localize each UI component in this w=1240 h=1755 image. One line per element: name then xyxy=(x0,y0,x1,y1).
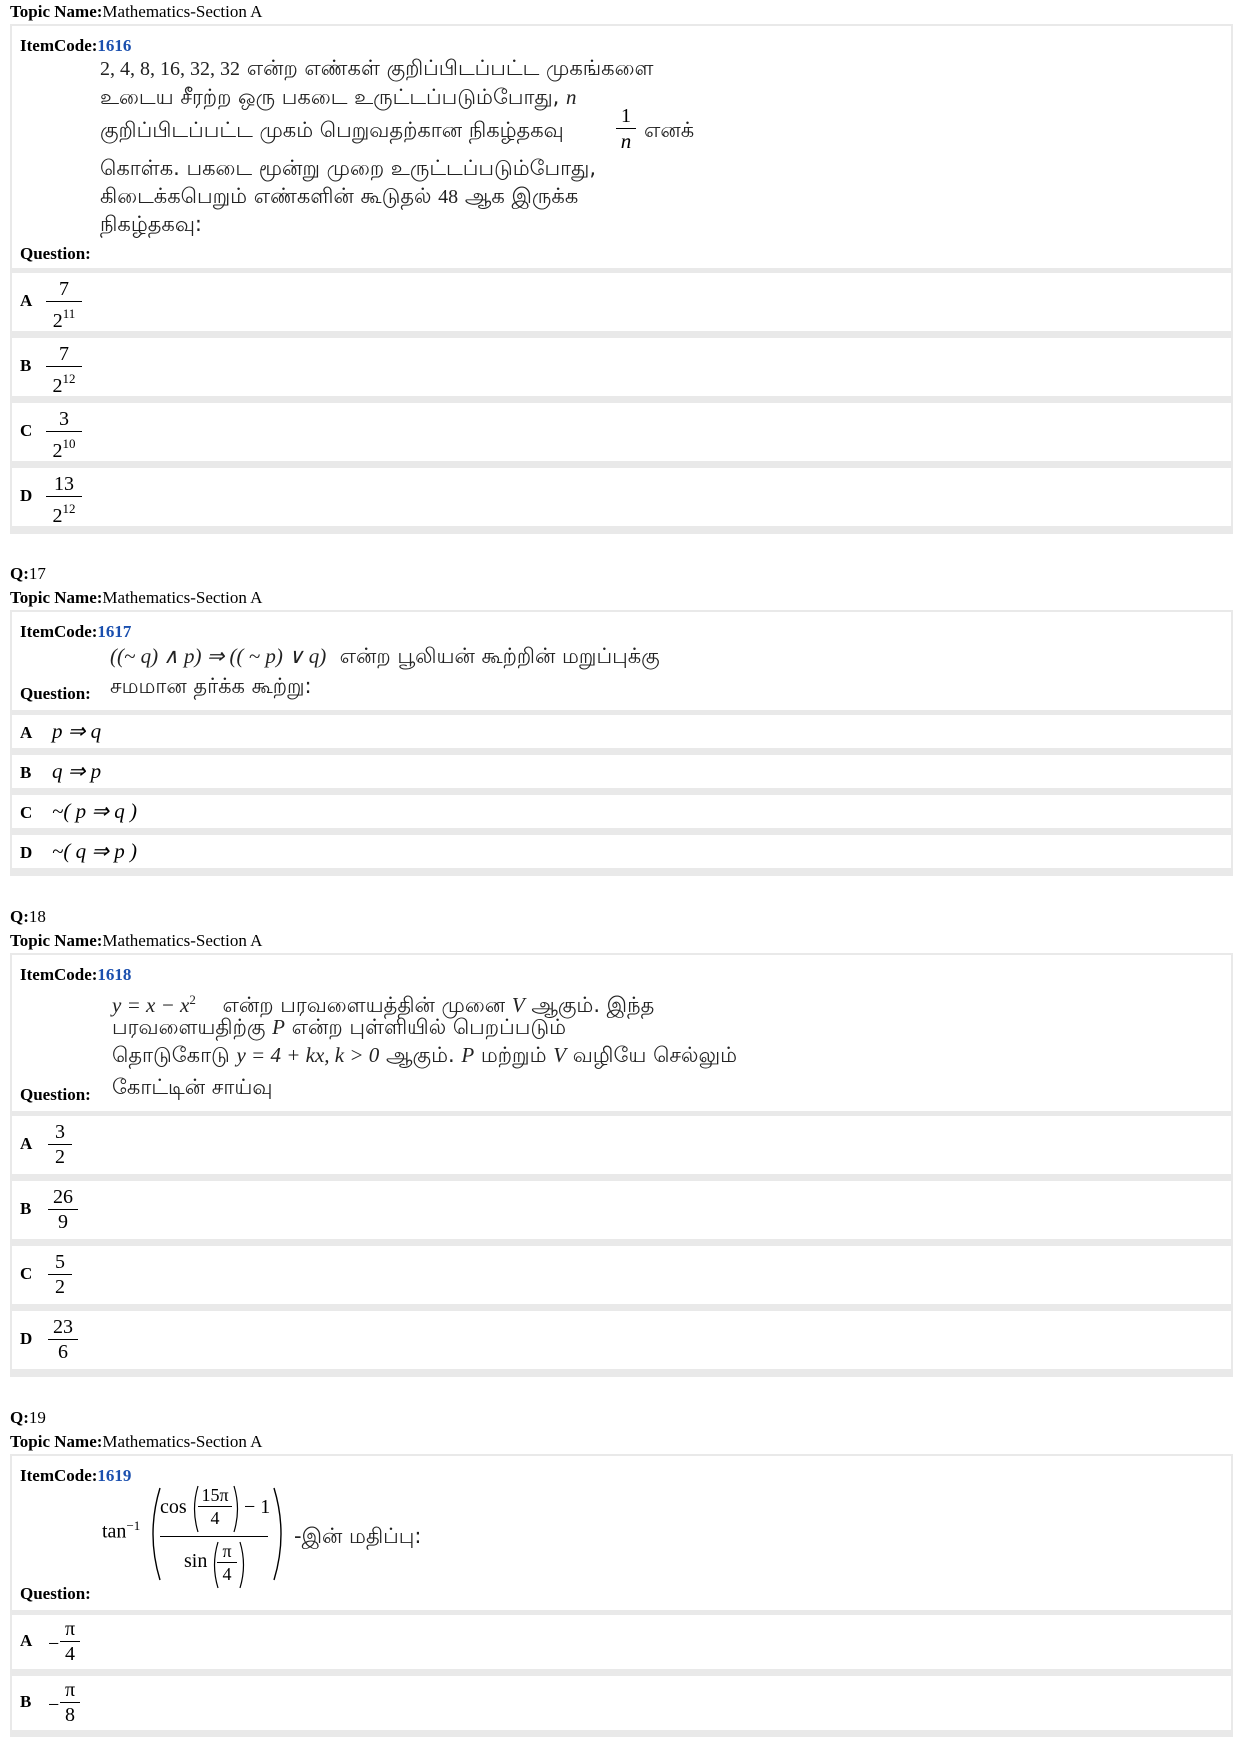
fraction-numerator: 13 xyxy=(54,473,74,495)
question-number-17 xyxy=(10,564,46,584)
item-code-label: ItemCode: xyxy=(20,965,98,984)
option-row-a[interactable] xyxy=(10,1615,1233,1671)
item-code-line xyxy=(20,36,131,56)
q16-line-1 xyxy=(100,54,653,84)
fraction-denominator: 8 xyxy=(65,1704,75,1726)
q18-text-1b: ஆகும். இந்த xyxy=(531,993,655,1017)
fraction-denominator: 2 xyxy=(55,1276,65,1298)
topic-line-18 xyxy=(10,931,262,951)
q16-line-5 xyxy=(100,182,578,212)
den-base: 2 xyxy=(52,440,63,462)
q16-text-5b: ஆக இருக்க xyxy=(464,184,579,208)
option-text: q ⇒ p xyxy=(52,759,102,783)
option-key: B xyxy=(20,1199,32,1218)
option-sign: − xyxy=(48,1633,60,1655)
option-text: ~( q ⇒ p ) xyxy=(52,839,137,863)
sin-argument-fraction xyxy=(217,1540,237,1585)
topic-line-19 xyxy=(10,1432,262,1452)
q16-var-n: n xyxy=(566,85,577,109)
sin-paren-right xyxy=(238,1540,248,1590)
q16-text-5a: கிடைக்கபெறும் எண்களின் கூடுதல் xyxy=(100,184,432,208)
question-box-19 xyxy=(10,1454,1233,1612)
option-key: A xyxy=(20,1631,33,1650)
topic-name: Mathematics-Section A xyxy=(102,1432,263,1451)
cos-paren-right xyxy=(232,1484,242,1534)
q16-line-2 xyxy=(100,83,577,112)
q16-sum-48: 48 xyxy=(438,186,459,208)
item-code: 1618 xyxy=(97,965,132,984)
option-key: A xyxy=(20,723,33,742)
q16-line-4: கொள்க. பகடை மூன்று முறை உருட்டப்படும்போது, xyxy=(100,156,597,180)
q16-line-3a: குறிப்பிடப்பட்ட முகம் பெறுவதற்கான நிகழ்தகவு xyxy=(100,118,564,142)
item-code-label: ItemCode: xyxy=(20,36,98,55)
q17-line-1 xyxy=(110,642,660,671)
option-fraction xyxy=(46,277,82,333)
option-key: C xyxy=(20,421,33,440)
q18-text-3b: ஆகும். xyxy=(385,1043,455,1067)
item-code-line xyxy=(20,965,131,985)
option-key: A xyxy=(20,1134,33,1153)
sin-text: sin xyxy=(184,1550,208,1572)
q18-var-v2: V xyxy=(553,1043,567,1067)
item-code-label: ItemCode: xyxy=(20,1466,98,1485)
q18-line-2 xyxy=(112,1013,566,1042)
topic-name: Mathematics-Section A xyxy=(102,588,263,607)
option-fraction xyxy=(48,1120,72,1169)
q18-var-p: P xyxy=(272,1015,285,1039)
option-row-b[interactable] xyxy=(10,1181,1233,1241)
q16-text-2: உடைய சீரற்ற ஒரு பகடை உருட்டப்படும்போது, xyxy=(100,85,560,109)
option-key: D xyxy=(20,843,33,862)
option-fraction xyxy=(48,1250,72,1299)
fraction-numerator: 3 xyxy=(59,408,69,430)
option-key: C xyxy=(20,803,33,822)
q18-var-v: V xyxy=(511,993,525,1017)
option-key: B xyxy=(20,1692,32,1711)
right-paren xyxy=(270,1486,290,1582)
option-key: D xyxy=(20,486,33,505)
q19-tan xyxy=(102,1518,140,1544)
fraction-numerator: 15π xyxy=(201,1485,229,1505)
q18-text-1a: என்ற பரவளையத்தின் முனை xyxy=(222,993,506,1017)
item-code-line xyxy=(20,622,131,642)
option-key: C xyxy=(20,1264,33,1283)
q18-line-3 xyxy=(112,1041,737,1070)
item-code: 1616 xyxy=(97,36,132,55)
option-row-b[interactable] xyxy=(10,1676,1233,1732)
question-number-18 xyxy=(10,907,46,927)
option-fraction xyxy=(46,472,82,528)
option-row-a[interactable] xyxy=(10,273,1233,333)
topic-name: Mathematics-Section A xyxy=(102,2,263,21)
q-label: Q: xyxy=(10,564,29,583)
den-base: 2 xyxy=(52,505,63,527)
cos-argument-fraction xyxy=(198,1484,232,1529)
q18-text-3c: மற்றும் xyxy=(480,1043,547,1067)
question-number-19 xyxy=(10,1408,46,1428)
q18-text-2b: என்ற புள்ளியில் பெறப்படும் xyxy=(291,1015,566,1039)
option-row-a[interactable] xyxy=(10,715,1233,750)
topic-label: Topic Name: xyxy=(10,931,103,950)
fraction-numerator: 26 xyxy=(53,1186,73,1208)
fraction-numerator: 1 xyxy=(621,105,631,127)
den-base: 2 xyxy=(52,375,63,397)
topic-line-16 xyxy=(10,2,262,22)
q-label: Q: xyxy=(10,907,29,926)
question-box-16 xyxy=(10,24,1233,270)
fraction-denominator: 4 xyxy=(222,1564,232,1584)
topic-name: Mathematics-Section A xyxy=(102,931,263,950)
item-code: 1619 xyxy=(97,1466,132,1485)
tan-exponent: −1 xyxy=(126,1518,141,1533)
q17-expression: ((~ q) ∧ p) ⇒ (( ~ p) ∨ q) xyxy=(110,644,327,668)
fraction-numerator: 7 xyxy=(59,343,69,365)
fraction-numerator: π xyxy=(64,1679,76,1701)
option-row-a[interactable] xyxy=(10,1116,1233,1176)
den-exponent: 12 xyxy=(62,501,76,516)
option-sign: − xyxy=(48,1694,60,1716)
fraction-denominator: 4 xyxy=(210,1508,220,1528)
item-code-line xyxy=(20,1466,131,1486)
question-label: Question: xyxy=(20,1584,91,1603)
option-fraction xyxy=(46,407,82,463)
q16-face-numbers: 2, 4, 8, 16, 32, 32 xyxy=(100,58,240,80)
question-label: Question: xyxy=(20,1085,91,1104)
cos-text: cos xyxy=(160,1496,187,1518)
q18-text-2a: பரவளையதிற்கு xyxy=(112,1015,266,1039)
option-text: p ⇒ q xyxy=(52,719,102,743)
fraction-numerator: 23 xyxy=(53,1316,73,1338)
fraction-denominator: n xyxy=(620,129,632,153)
item-code: 1617 xyxy=(97,622,132,641)
q16-line-3b: எனக் xyxy=(644,118,695,142)
fraction-numerator: π xyxy=(222,1541,232,1561)
q19-suffix: -இன் மதிப்பு: xyxy=(294,1524,422,1548)
q-label: Q: xyxy=(10,1408,29,1427)
q18-text-3a: தொடுகோடு xyxy=(112,1043,230,1067)
q17-text-1: என்ற பூலியன் கூற்றின் மறுப்புக்கு xyxy=(339,644,660,668)
option-row-b[interactable] xyxy=(10,338,1233,398)
option-key: A xyxy=(20,291,33,310)
q16-text-1: என்ற எண்கள் குறிப்பிடப்பட்ட முகங்களை xyxy=(246,56,654,80)
option-fraction xyxy=(48,1185,78,1234)
option-row-c[interactable] xyxy=(10,795,1233,830)
q18-parabola-exp: 2 xyxy=(189,992,196,1007)
main-fraction-bar xyxy=(160,1536,268,1537)
option-row-d[interactable] xyxy=(10,835,1233,870)
den-exponent: 10 xyxy=(62,436,76,451)
item-code-label: ItemCode: xyxy=(20,622,98,641)
q-number: 18 xyxy=(28,907,46,926)
option-fraction xyxy=(60,1617,80,1666)
topic-label: Topic Name: xyxy=(10,588,103,607)
option-fraction xyxy=(48,1315,78,1364)
topic-label: Topic Name: xyxy=(10,2,103,21)
den-exponent: 12 xyxy=(62,371,76,386)
option-key: B xyxy=(20,763,32,782)
q-number: 17 xyxy=(28,564,46,583)
topic-line-17 xyxy=(10,588,262,608)
option-text: ~( p ⇒ q ) xyxy=(52,799,137,823)
fraction-numerator: 3 xyxy=(55,1121,65,1143)
question-label: Question: xyxy=(20,244,91,263)
q18-parabola-eq: y = x − x xyxy=(112,993,190,1017)
option-row-b[interactable] xyxy=(10,755,1233,790)
question-box-17 xyxy=(10,610,1233,712)
option-row-d[interactable] xyxy=(10,468,1233,528)
fraction-denominator: 4 xyxy=(65,1643,75,1665)
option-key: D xyxy=(20,1329,33,1348)
q17-line-2: சமமான தர்க்க கூற்று: xyxy=(110,674,312,698)
q18-var-p2: P xyxy=(461,1043,475,1067)
q18-line-4: கோட்டின் சாய்வு xyxy=(112,1075,273,1099)
question-box-18 xyxy=(10,953,1233,1113)
option-fraction xyxy=(46,342,82,398)
option-row-c[interactable] xyxy=(10,1246,1233,1306)
fraction-numerator: π xyxy=(64,1618,76,1640)
option-key: B xyxy=(20,356,32,375)
tan-text: tan xyxy=(102,1520,127,1543)
minus-one: − 1 xyxy=(244,1496,271,1518)
den-base: 2 xyxy=(52,310,63,332)
fraction-denominator: 6 xyxy=(58,1341,68,1363)
q16-probability-fraction xyxy=(616,104,636,153)
topic-label: Topic Name: xyxy=(10,1432,103,1451)
q-number: 19 xyxy=(28,1408,46,1427)
q18-text-3d: வழியே செல்லும் xyxy=(572,1043,738,1067)
question-label: Question: xyxy=(20,684,91,703)
fraction-numerator: 5 xyxy=(55,1251,65,1273)
den-exponent: 11 xyxy=(62,306,76,321)
fraction-denominator: 2 xyxy=(55,1146,65,1168)
option-row-d[interactable] xyxy=(10,1311,1233,1371)
q18-tangent-eq: y = 4 + kx, k > 0 xyxy=(236,1043,380,1067)
option-row-c[interactable] xyxy=(10,403,1233,463)
fraction-denominator: 9 xyxy=(58,1211,68,1233)
option-fraction xyxy=(60,1678,80,1727)
fraction-numerator: 7 xyxy=(59,278,69,300)
q16-line-6: நிகழ்தகவு: xyxy=(100,212,203,236)
